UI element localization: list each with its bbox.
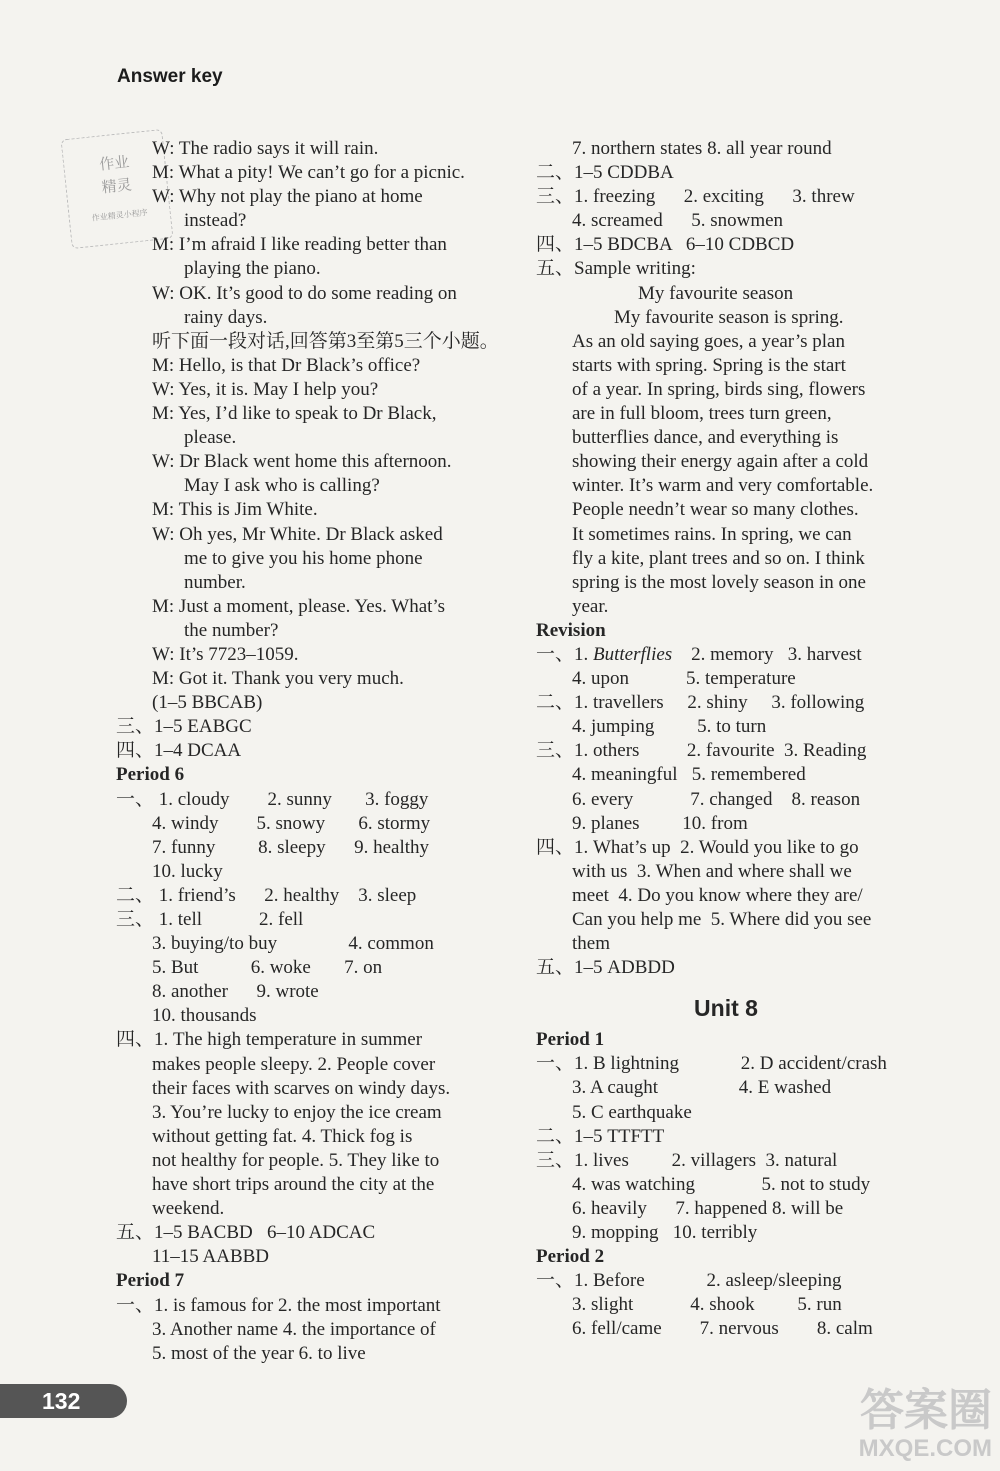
answer-line: winter. It’s warm and very comfortable. — [572, 475, 874, 497]
stamp-text-1: 作业 — [98, 154, 131, 174]
answer-line: 4. windy 5. snowy 6. stormy — [152, 812, 431, 834]
answer-line: (1–5 BBCAB) — [152, 692, 263, 714]
answer-line: 听下面一段对话,回答第3至第5三个小题。 — [152, 330, 499, 352]
answer-line: year. — [572, 595, 609, 617]
answer-line: 3. A caught 4. E washed — [572, 1077, 832, 1099]
answer-line: People needn’t wear so many clothes. — [572, 499, 859, 521]
answer-line: not healthy for people. 5. They like to — [152, 1149, 440, 1171]
answer-line: M: Hello, is that Dr Black’s office? — [152, 354, 421, 376]
watermark-line-2: MXQE.COM — [858, 1435, 992, 1462]
answer-line: spring is the most lovely season in one — [572, 571, 866, 593]
answer-line: 4. meaningful 5. remembered — [572, 764, 806, 786]
answer-line: 一、1. Before 2. asleep/sleeping — [536, 1270, 842, 1292]
answer-line: W: Oh yes, Mr White. Dr Black asked — [152, 523, 443, 545]
answer-line: My favourite season — [638, 282, 794, 304]
answer-line: have short trips around the city at the — [152, 1174, 435, 1196]
answer-line: 3. slight 4. shook 5. run — [572, 1294, 842, 1316]
section-heading: Period 7 — [116, 1270, 185, 1292]
answer-line: 三、1. freezing 2. exciting 3. threw — [536, 186, 855, 208]
answer-line: 5. But 6. woke 7. on — [152, 957, 383, 979]
answer-line: 二、1–5 CDDBA — [536, 162, 674, 184]
answer-line: M: Just a moment, please. Yes. What’s — [152, 595, 446, 617]
section-heading: Period 6 — [116, 764, 185, 786]
section-heading: Revision — [536, 619, 606, 641]
answer-line: fly a kite, plant trees and so on. I think — [572, 547, 865, 569]
answer-line: 11–15 AABBD — [152, 1246, 270, 1268]
answer-line: W: OK. It’s good to do some reading on — [152, 282, 457, 304]
answer-line: the number? — [184, 619, 279, 641]
answer-line: 二、 1. friend’s 2. healthy 3. sleep — [116, 884, 417, 906]
answer-line: them — [572, 933, 610, 955]
unit-heading: Unit 8 — [694, 995, 758, 1022]
answer-line: 二、1. travellers 2. shiny 3. following — [536, 692, 865, 714]
answer-line: 5. C earthquake — [572, 1101, 692, 1123]
answer-line: May I ask who is calling? — [184, 475, 380, 497]
answer-line: 4. upon 5. temperature — [572, 668, 796, 690]
answer-line: 四、1. What’s up 2. Would you like to go — [536, 836, 859, 858]
answer-line: without getting fat. 4. Thick fog is — [152, 1125, 413, 1147]
answer-line: W: It’s 7723–1059. — [152, 643, 299, 665]
answer-line: 五、Sample writing: — [536, 258, 696, 280]
stamp-text-2: 精灵 — [101, 177, 133, 197]
answer-line: 6. heavily 7. happened 8. will be — [572, 1197, 844, 1219]
answer-line: 6. fell/came 7. nervous 8. calm — [572, 1318, 873, 1340]
right-column — [536, 137, 926, 1342]
section-heading: Period 1 — [536, 1029, 605, 1051]
answer-line: 三、1. lives 2. villagers 3. natural — [536, 1149, 838, 1171]
answer-line: 一、1. Butterflies 2. memory 3. harvest — [536, 643, 862, 665]
answer-line: 6. every 7. changed 8. reason — [572, 788, 861, 810]
answer-line: of a year. In spring, birds sing, flowers — [572, 378, 866, 400]
answer-line: me to give you his home phone — [184, 547, 423, 569]
answer-line: Can you help me 5. Where did you see — [572, 909, 872, 930]
answer-line: 7. northern states 8. all year round — [572, 138, 832, 159]
answer-line: 二、1–5 TTFTT — [536, 1125, 665, 1147]
answer-line: please. — [184, 427, 237, 449]
answer-line: makes people sleepy. 2. People cover — [152, 1053, 436, 1075]
answer-line: As an old saying goes, a year’s plan — [572, 330, 845, 352]
answer-line: their faces with scarves on windy days. — [152, 1077, 451, 1099]
answer-line: 四、1–5 BDCBA 6–10 CDBCD — [536, 234, 795, 256]
answer-line: It sometimes rains. In spring, we can — [572, 523, 852, 545]
answer-line: weekend. — [152, 1198, 225, 1220]
answer-line: M: This is Jim White. — [152, 499, 318, 521]
answer-line: 五、1–5 BACBD 6–10 ADCAC — [116, 1222, 376, 1244]
answer-line: are in full bloom, trees turn green, — [572, 403, 832, 425]
answer-line: 三、1. others 2. favourite 3. Reading — [536, 740, 867, 762]
answer-line: showing their energy again after a cold — [572, 451, 869, 473]
answer-line: 9. planes 10. from — [572, 812, 748, 834]
page-number: 132 — [0, 1384, 127, 1418]
site-watermark — [859, 1387, 992, 1463]
section-heading: Period 2 — [536, 1246, 605, 1268]
answer-line: 7. funny 8. sleepy 9. healthy — [152, 836, 430, 858]
answer-line: 10. thousands — [152, 1005, 257, 1027]
answer-line: M: Got it. Thank you very much. — [152, 668, 404, 690]
answer-line: instead? — [184, 210, 247, 232]
answer-line: 五、1–5 ADBDD — [536, 957, 675, 979]
answer-line: 一、1. B lightning 2. D accident/crash — [536, 1053, 887, 1075]
answer-line: with us 3. When and where shall we — [572, 860, 852, 882]
answer-line: meet 4. Do you know where they are/ — [572, 884, 863, 906]
answer-line: W: Why not play the piano at home — [152, 186, 423, 208]
answer-line: 3. You’re lucky to enjoy the ice cream — [152, 1101, 442, 1123]
answer-line: 三、1–5 EABGC — [116, 716, 252, 738]
answer-line: 8. another 9. wrote — [152, 981, 319, 1003]
answer-line: butterflies dance, and everything is — [572, 427, 839, 449]
answer-line: 四、1–4 DCAA — [116, 740, 242, 762]
answer-line: 四、1. The high temperature in summer — [116, 1029, 423, 1051]
answer-line: My favourite season is spring. — [614, 306, 844, 328]
left-column — [116, 137, 506, 1366]
answer-line: M: I’m afraid I like reading better than — [152, 234, 447, 256]
answer-line: 9. mopping 10. terribly — [572, 1222, 758, 1244]
answer-line: 5. most of the year 6. to live — [152, 1342, 366, 1364]
answer-line: 4. was watching 5. not to study — [572, 1173, 871, 1195]
answer-line: number. — [184, 571, 246, 593]
answer-line: 三、 1. tell 2. fell — [116, 909, 304, 930]
answer-line: starts with spring. Spring is the start — [572, 354, 846, 376]
answer-line: M: What a pity! We can’t go for a picnic. — [152, 162, 465, 184]
answer-line: rainy days. — [184, 306, 268, 328]
answer-line: 一、 1. cloudy 2. sunny 3. foggy — [116, 788, 429, 810]
answer-line: 10. lucky — [152, 860, 223, 882]
answer-line: 3. Another name 4. the importance of — [152, 1318, 436, 1340]
header-label: Answer key — [117, 66, 223, 87]
answer-line: W: Dr Black went home this afternoon. — [152, 451, 452, 473]
answer-line: 4. jumping 5. to turn — [572, 716, 767, 738]
answer-line: playing the piano. — [184, 258, 321, 280]
stamp-text-3: 作业精灵小程序 — [91, 207, 149, 223]
answer-line: 一、1. is famous for 2. the most important — [116, 1294, 441, 1316]
answer-line: W: Yes, it is. May I help you? — [152, 378, 379, 400]
answer-line: M: Yes, I’d like to speak to Dr Black, — [152, 403, 437, 425]
answer-line: W: The radio says it will rain. — [152, 138, 379, 159]
watermark-line-1: 答案圈 — [860, 1386, 992, 1435]
answer-line: 3. buying/to buy 4. common — [152, 933, 434, 955]
answer-line: 4. screamed 5. snowmen — [572, 210, 784, 232]
